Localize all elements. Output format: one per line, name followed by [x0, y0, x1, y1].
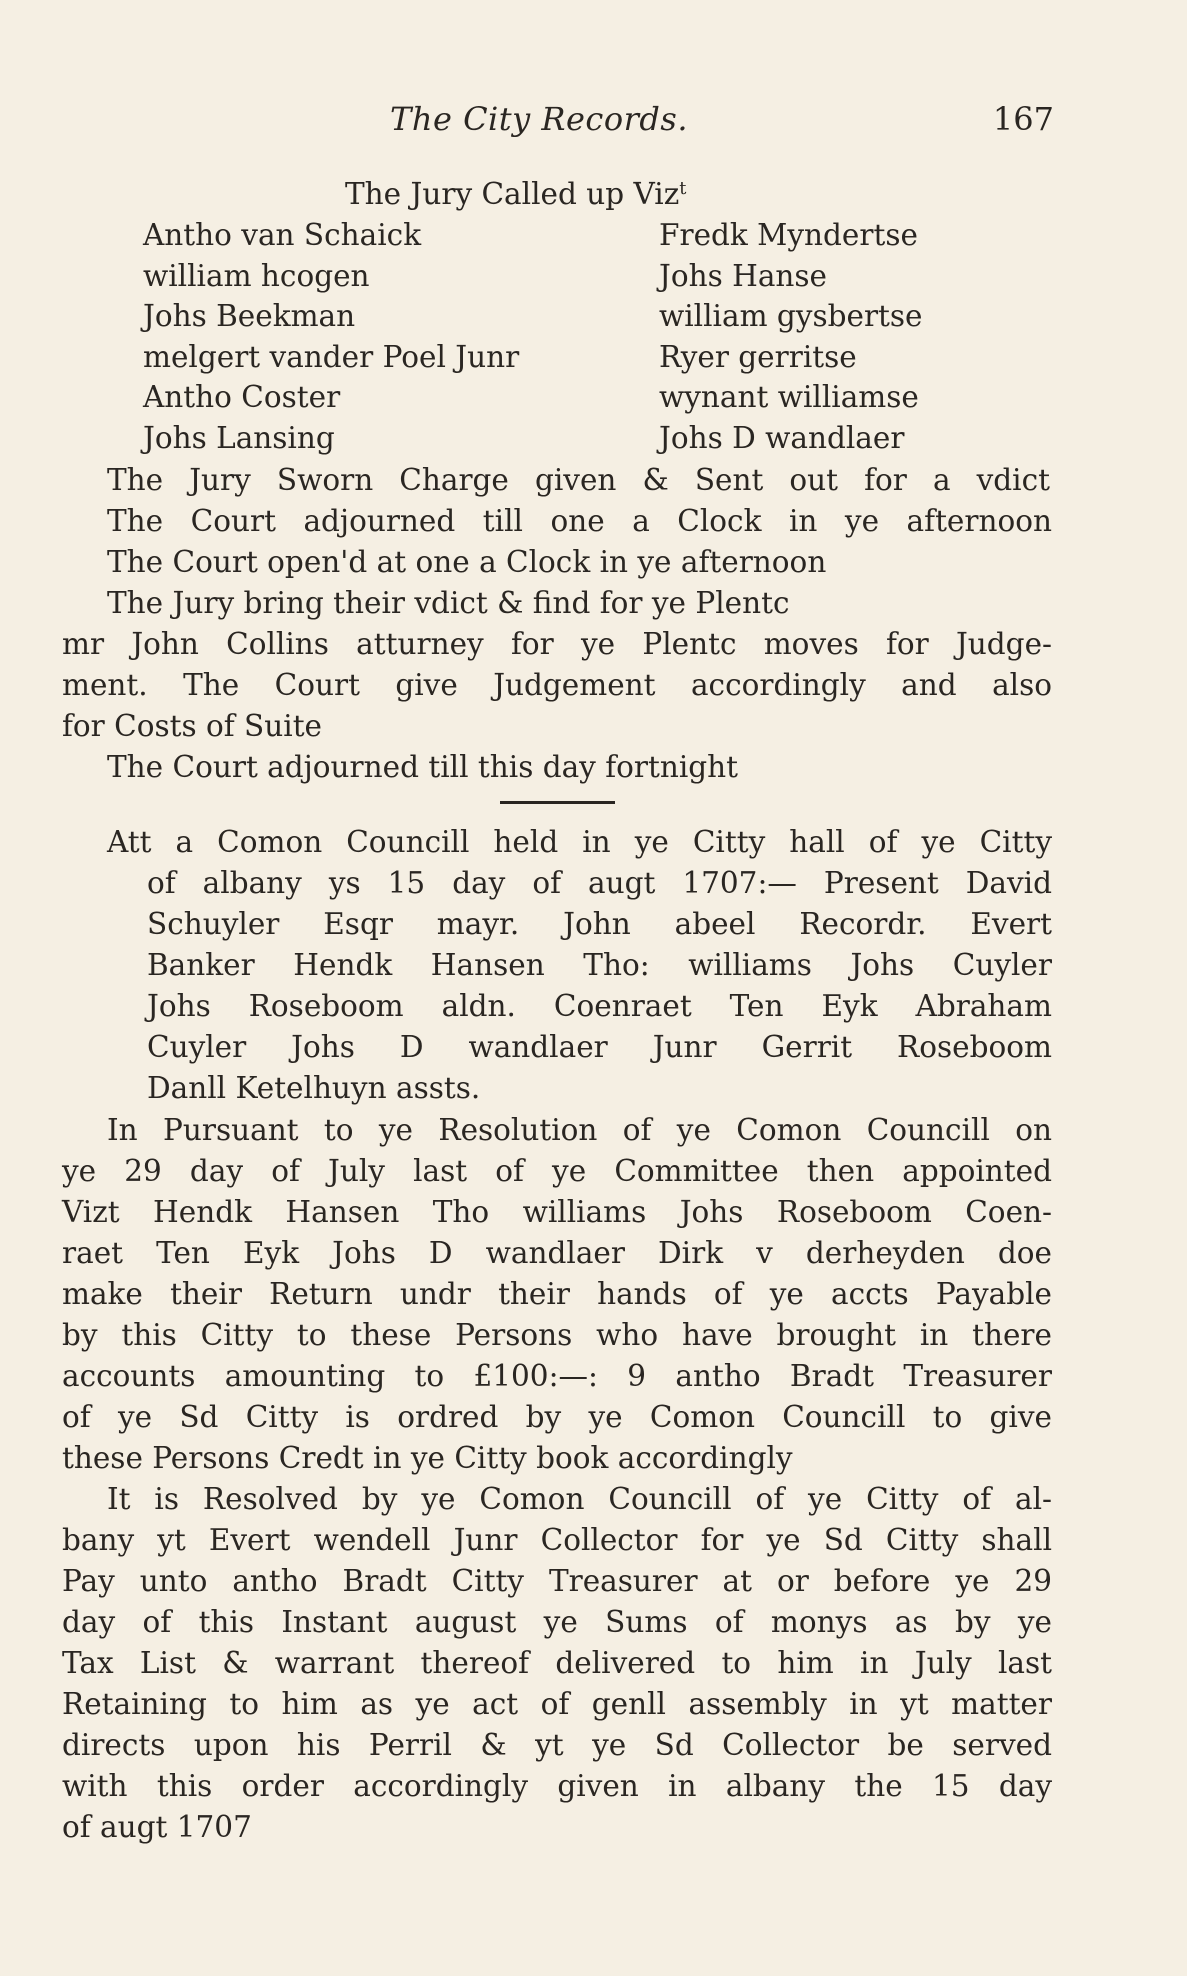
council-line: of albany ys 15 day of augt 1707:— Present David [147, 866, 1052, 900]
council-line: Att a Comon Councill held in ye Citty hall of ye Citty [107, 825, 1052, 859]
council-line: Schuyler Esqr mayr. John abeel Recordr. Evert [147, 907, 1052, 941]
juror-name: melgert vander Poel Junr [143, 339, 520, 374]
juror-name: Antho van Schaick [143, 218, 422, 252]
resolution-line: day of this Instant august ye Sums of monys as by ye [62, 1605, 1052, 1639]
juror-name: william gysbertse [659, 299, 923, 333]
juror-name: Johs Lansing [143, 420, 335, 455]
juror-name: Johs Beekman [143, 299, 356, 333]
resolution-line: raet Ten Eyk Johs D wandlaer Dirk v derheyden doe [62, 1236, 1052, 1270]
juror-name: wynant williamse [659, 380, 919, 414]
juror-name: Johs Hanse [659, 258, 828, 293]
council-line: Johs Roseboom aldn. Coenraet Ten Eyk Abraham [147, 989, 1052, 1023]
resolution-line: In Pursuant to ye Resolution of ye Comon Councill on [107, 1113, 1052, 1147]
jury-list-left [143, 215, 519, 458]
resolution-line: these Persons Credt in ye Citty book accordingly [62, 1441, 793, 1475]
juror-name: Fredk Myndertse [659, 218, 918, 252]
section-divider [500, 801, 615, 804]
council-line: Cuyler Johs D wandlaer Junr Gerrit Roseboom [147, 1030, 1052, 1064]
jury-list-right [659, 215, 923, 458]
resolution-line: Vizt Hendk Hansen Tho williams Johs Roseboom Coen- [62, 1195, 1052, 1229]
proceedings-line: The Court adjourned till one a Clock in ye afternoon [107, 504, 1052, 538]
juror-name: Antho Coster [143, 380, 341, 414]
proceedings-line: for Costs of Suite [62, 709, 323, 743]
proceedings-line: ment. The Court give Judgement accordingly and also [62, 668, 1052, 702]
council-line: Danll Ketelhuyn assts. [147, 1071, 481, 1105]
juror-name: Johs D wandlaer [659, 420, 905, 455]
proceedings-line: The Court adjourned till this day fortnight [107, 750, 739, 784]
running-title: The City Records. [390, 100, 688, 138]
resolution-line: by this Citty to these Persons who have brought in there [62, 1318, 1052, 1352]
page-number: 167 [992, 100, 1054, 138]
resolution-line: of augt 1707 [62, 1810, 252, 1844]
juror-name: Ryer gerritse [659, 339, 857, 374]
page-header [0, 100, 1187, 150]
juror-name: william hcogen [143, 258, 370, 293]
resolution-line: Tax List & warrant thereof delivered to him in July last [62, 1646, 1052, 1680]
resolution-line: ye 29 day of July last of ye Committee then appointed [62, 1154, 1052, 1188]
jury-heading: The Jury Called up Viz$^t$ [345, 177, 687, 211]
resolution-line: accounts amounting to £100:—: 9 antho Bradt Treasurer [62, 1359, 1052, 1393]
resolution-line: Retaining to him as ye act of genll assembly in yt matter [62, 1687, 1052, 1721]
resolution-line: directs upon his Perril & yt ye Sd Collector be served [62, 1728, 1052, 1762]
resolution-line: It is Resolved by ye Comon Councill of ye Citty of al- [107, 1482, 1052, 1516]
proceedings-line: The Jury bring their vdict & find for ye Plentc [107, 586, 790, 620]
council-line: Banker Hendk Hansen Tho: williams Johs Cuyler [147, 948, 1052, 982]
resolution-line: make their Return undr their hands of ye accts Payable [62, 1277, 1052, 1311]
proceedings-line: mr John Collins atturney for ye Plentc moves for Judge- [62, 627, 1052, 661]
resolution-line: Pay unto antho Bradt Citty Treasurer at or before ye 29 [62, 1564, 1052, 1598]
resolution-line: with this order accordingly given in albany the 15 day [62, 1769, 1052, 1803]
resolution-line: bany yt Evert wendell Junr Collector for ye Sd Citty shall [62, 1523, 1052, 1557]
proceedings-line: The Jury Sworn Charge given & Sent out for a vdict [107, 463, 1050, 497]
resolution-line: of ye Sd Citty is ordred by ye Comon Councill to give [62, 1400, 1052, 1434]
proceedings-line: The Court open'd at one a Clock in ye afternoon [107, 545, 827, 579]
